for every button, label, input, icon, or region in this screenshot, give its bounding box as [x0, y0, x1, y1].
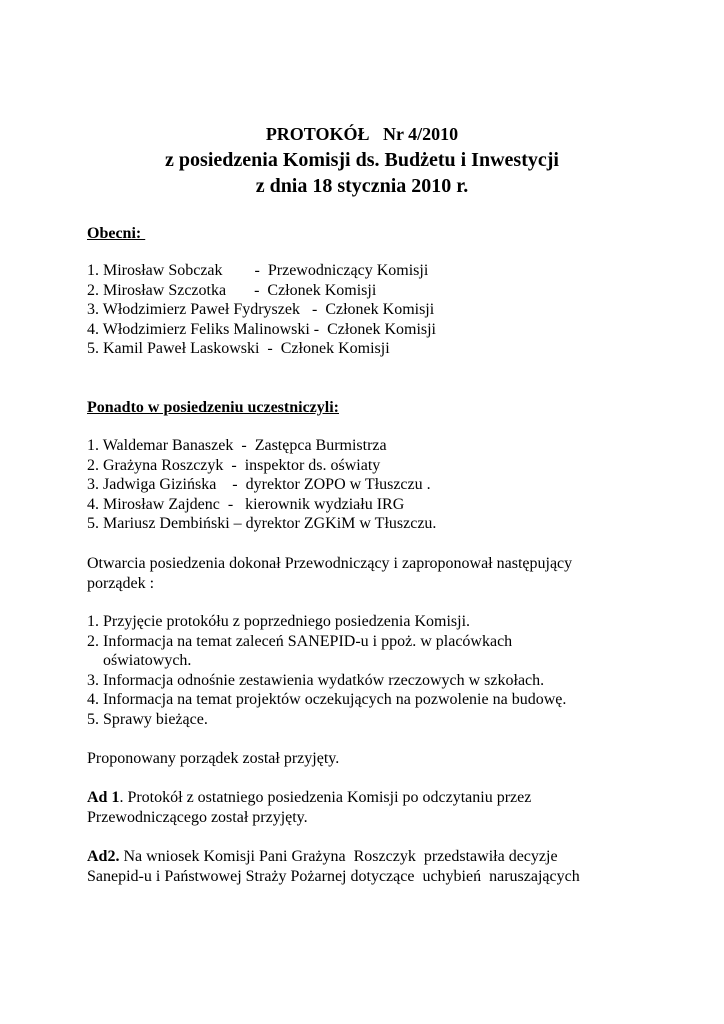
ad2-paragraph-line-2: Sanepid-u i Państwowej Straży Pożarnej dotyczące uchybień naruszających	[87, 868, 580, 885]
ad2-text: Na wniosek Komisji Pani Grażyna Roszczyk przedstawiła decyzje	[119, 848, 558, 865]
present-item-1: 1. Mirosław Sobczak - Przewodniczący Komisji	[87, 262, 429, 279]
present-item-3: 3. Włodzimierz Paweł Fydryszek - Członek Komisji	[87, 301, 435, 318]
agenda-item-4: 4. Informacja na temat projektów oczekujących na pozwolenie na budowę.	[87, 691, 567, 708]
present-heading: Obecni:	[87, 225, 146, 242]
agenda-item-5: 5. Sprawy bieżące.	[87, 711, 208, 728]
agenda-accepted: Proponowany porządek został przyjęty.	[87, 750, 340, 767]
opening-text-line-1: Otwarcia posiedzenia dokonał Przewodniczący i zaproponował następujący	[87, 555, 573, 572]
ad2-paragraph-line-1	[87, 847, 558, 867]
participant-item-1: 1. Waldemar Banaszek - Zastępca Burmistrza	[87, 437, 387, 454]
opening-text-line-2: porządek :	[87, 575, 155, 592]
agenda-item-3: 3. Informacja odnośnie zestawienia wydatków rzeczowych w szkołach.	[87, 672, 545, 689]
ad1-paragraph-line-1	[87, 788, 531, 808]
participants-heading: Ponadto w posiedzeniu uczestniczyli:	[87, 399, 339, 416]
participant-item-5: 5. Mariusz Dembiński – dyrektor ZGKiM w Tłuszczu.	[87, 515, 437, 532]
agenda-item-2-continuation: oświatowych.	[103, 652, 192, 669]
present-item-2: 2. Mirosław Szczotka - Członek Komisji	[87, 282, 377, 299]
ad2-label: Ad2.	[87, 848, 120, 865]
protocol-date: z dnia 18 stycznia 2010 r.	[255, 175, 469, 197]
participant-item-3: 3. Jadwiga Gizińska - dyrektor ZOPO w Tłuszczu .	[87, 476, 431, 493]
present-item-5: 5. Kamil Paweł Laskowski - Członek Komisji	[87, 340, 390, 357]
present-item-4: 4. Włodzimierz Feliks Malinowski - Członek Komisji	[87, 321, 436, 338]
agenda-item-2: 2. Informacja na temat zaleceń SANEPID-u i ppoż. w placówkach	[87, 633, 513, 650]
protocol-title: PROTOKÓŁ Nr 4/2010	[265, 124, 459, 144]
agenda-item-1: 1. Przyjęcie protokółu z poprzedniego posiedzenia Komisji.	[87, 613, 471, 630]
participant-item-4: 4. Mirosław Zajdenc - kierownik wydziału IRG	[87, 496, 405, 513]
ad1-text: . Protokół z ostatniego posiedzenia Komisji po odczytaniu przez	[119, 789, 532, 806]
protocol-subtitle: z posiedzenia Komisji ds. Budżetu i Inwestycji	[165, 149, 559, 171]
ad1-label: Ad 1	[87, 789, 120, 806]
ad1-paragraph-line-2: Przewodniczącego został przyjęty.	[87, 809, 308, 826]
participant-item-2: 2. Grażyna Roszczyk - inspektor ds. oświaty	[87, 457, 381, 474]
